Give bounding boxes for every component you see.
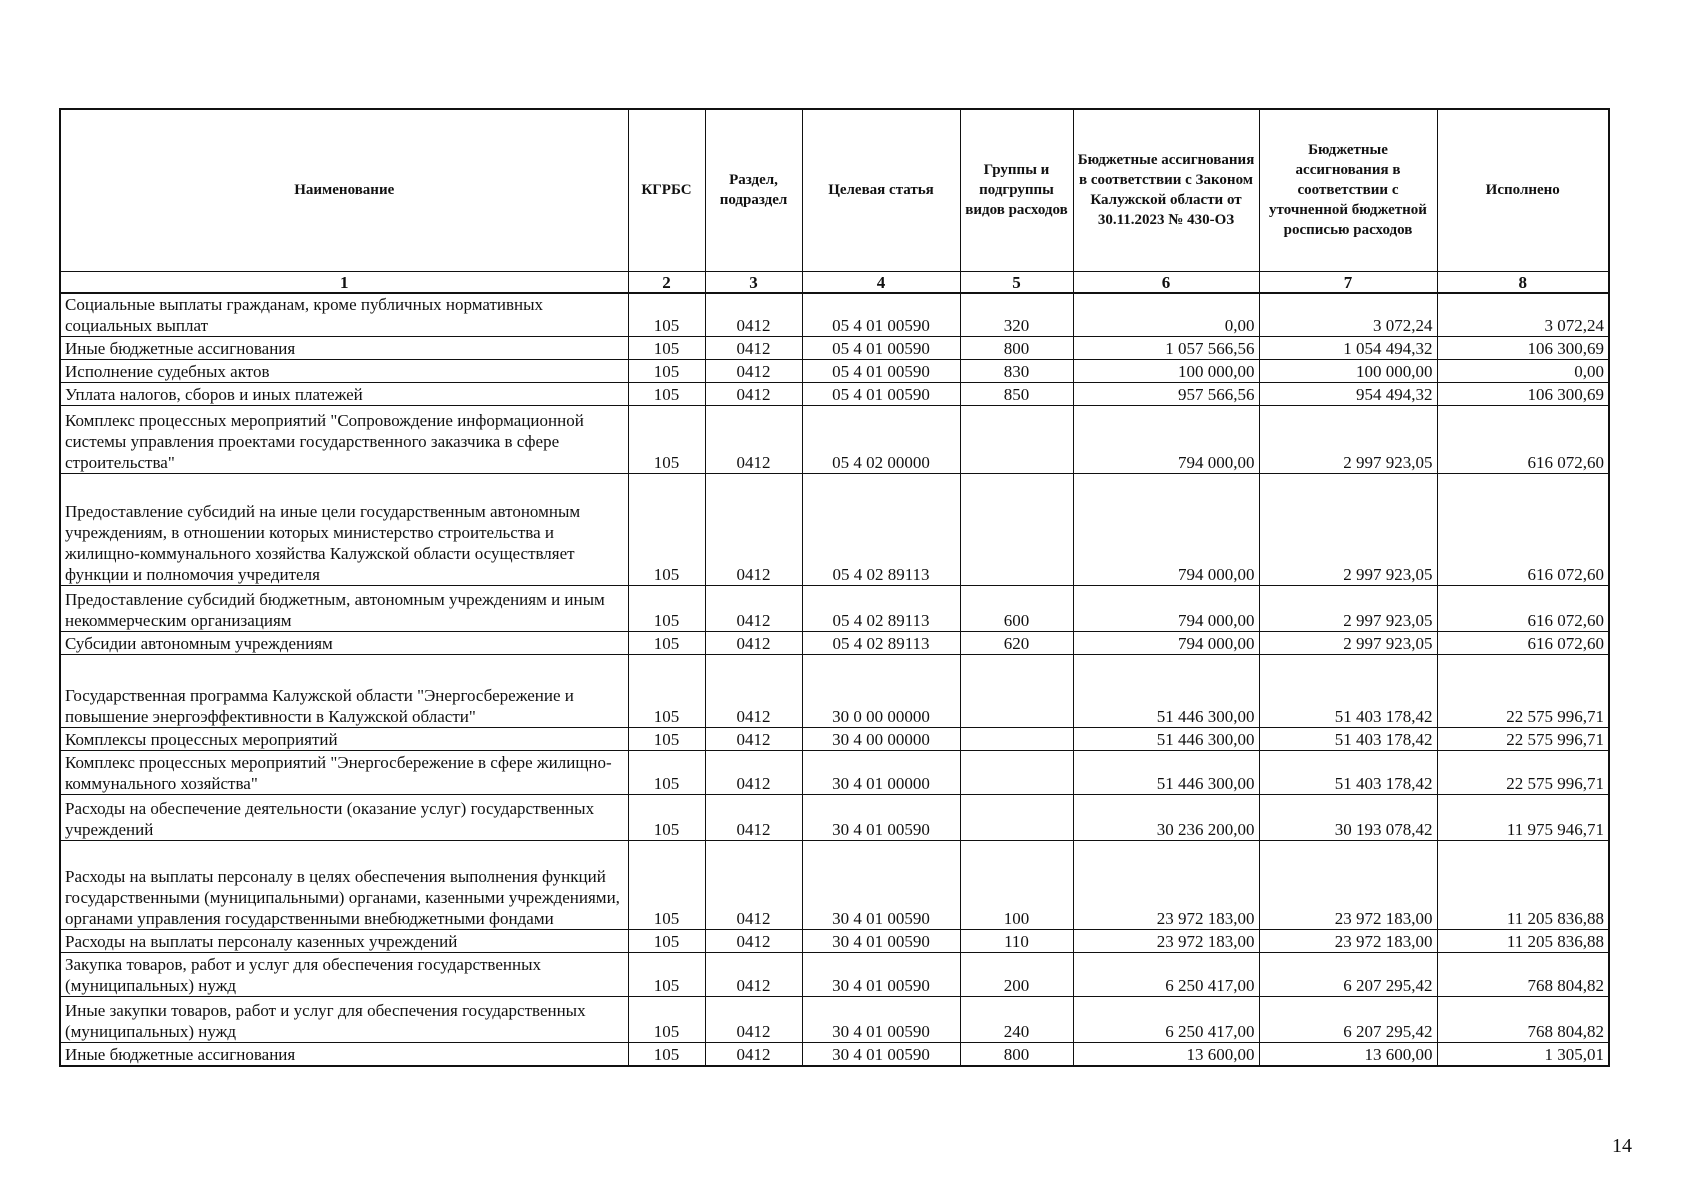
- row-kgrbs: 105: [628, 383, 705, 406]
- row-section: 0412: [705, 953, 802, 997]
- row-executed: 22 575 996,71: [1437, 728, 1609, 751]
- header-executed: Исполнено: [1437, 109, 1609, 271]
- row-law-allocation: 6 250 417,00: [1073, 953, 1259, 997]
- row-executed: 616 072,60: [1437, 586, 1609, 632]
- column-number: 6: [1073, 271, 1259, 293]
- header-refined-allocation: Бюджетные ассигнования в соответствии с уточненной бюджетной росписью расходов: [1259, 109, 1437, 271]
- row-name: Комплексы процессных мероприятий: [60, 728, 628, 751]
- row-law-allocation: 51 446 300,00: [1073, 751, 1259, 795]
- table-row: [60, 474, 1609, 586]
- row-target: 05 4 01 00590: [802, 383, 960, 406]
- row-kgrbs: 105: [628, 1043, 705, 1066]
- row-refined-allocation: 30 193 078,42: [1259, 795, 1437, 841]
- row-refined-allocation: 51 403 178,42: [1259, 728, 1437, 751]
- row-group: [960, 406, 1073, 474]
- row-kgrbs: 105: [628, 632, 705, 655]
- row-refined-allocation: 3 072,24: [1259, 293, 1437, 337]
- row-law-allocation: 51 446 300,00: [1073, 728, 1259, 751]
- table-row: [60, 406, 1609, 474]
- row-group: 800: [960, 1043, 1073, 1066]
- row-target: 30 4 01 00590: [802, 795, 960, 841]
- row-kgrbs: 105: [628, 841, 705, 930]
- row-refined-allocation: 2 997 923,05: [1259, 632, 1437, 655]
- row-law-allocation: 794 000,00: [1073, 474, 1259, 586]
- row-group: 800: [960, 337, 1073, 360]
- table-row: [60, 841, 1609, 930]
- row-law-allocation: 23 972 183,00: [1073, 930, 1259, 953]
- row-executed: 616 072,60: [1437, 632, 1609, 655]
- row-name: Закупка товаров, работ и услуг для обеспечения государственных (муниципальных) нужд: [60, 953, 628, 997]
- table-body: [60, 293, 1609, 1066]
- row-kgrbs: 105: [628, 655, 705, 728]
- header-target: Целевая статья: [802, 109, 960, 271]
- row-law-allocation: 794 000,00: [1073, 586, 1259, 632]
- row-law-allocation: 794 000,00: [1073, 406, 1259, 474]
- row-refined-allocation: 100 000,00: [1259, 360, 1437, 383]
- row-section: 0412: [705, 655, 802, 728]
- row-target: 05 4 01 00590: [802, 337, 960, 360]
- row-executed: 22 575 996,71: [1437, 751, 1609, 795]
- row-section: 0412: [705, 293, 802, 337]
- row-name: Уплата налогов, сборов и иных платежей: [60, 383, 628, 406]
- row-kgrbs: 105: [628, 474, 705, 586]
- row-group: 620: [960, 632, 1073, 655]
- row-name: Исполнение судебных актов: [60, 360, 628, 383]
- row-name: Иные бюджетные ассигнования: [60, 1043, 628, 1066]
- row-group: 320: [960, 293, 1073, 337]
- table-row: [60, 1043, 1609, 1066]
- row-group: 830: [960, 360, 1073, 383]
- row-name: Комплекс процессных мероприятий "Сопровождение информационной системы управления проектами государственного заказчика в сфере строительства": [60, 406, 628, 474]
- row-law-allocation: 957 566,56: [1073, 383, 1259, 406]
- row-executed: 11 975 946,71: [1437, 795, 1609, 841]
- row-refined-allocation: 1 054 494,32: [1259, 337, 1437, 360]
- row-section: 0412: [705, 474, 802, 586]
- row-kgrbs: 105: [628, 751, 705, 795]
- row-group: 600: [960, 586, 1073, 632]
- row-kgrbs: 105: [628, 293, 705, 337]
- row-section: 0412: [705, 728, 802, 751]
- column-number: 5: [960, 271, 1073, 293]
- table-row: [60, 953, 1609, 997]
- row-refined-allocation: 954 494,32: [1259, 383, 1437, 406]
- row-kgrbs: 105: [628, 337, 705, 360]
- row-group: [960, 474, 1073, 586]
- row-law-allocation: 794 000,00: [1073, 632, 1259, 655]
- row-name: Государственная программа Калужской области "Энергосбережение и повышение энергоэффективности в Калужской области": [60, 655, 628, 728]
- row-name: Комплекс процессных мероприятий "Энергосбережение в сфере жилищно-коммунального хозяйства": [60, 751, 628, 795]
- table-row: [60, 728, 1609, 751]
- row-target: 30 4 01 00590: [802, 997, 960, 1043]
- header-group: Группы и подгруппы видов расходов: [960, 109, 1073, 271]
- row-law-allocation: 0,00: [1073, 293, 1259, 337]
- row-target: 30 0 00 00000: [802, 655, 960, 728]
- row-target: 05 4 01 00590: [802, 293, 960, 337]
- row-target: 05 4 02 89113: [802, 632, 960, 655]
- column-number: 2: [628, 271, 705, 293]
- row-group: 100: [960, 841, 1073, 930]
- row-name: Предоставление субсидий на иные цели государственным автономным учреждениям, в отношении которых министерство строительства и жилищно-коммунального хозяйства Калужской области осуществляет функции и полномочия учредителя: [60, 474, 628, 586]
- row-executed: 3 072,24: [1437, 293, 1609, 337]
- row-group: [960, 795, 1073, 841]
- row-executed: 11 205 836,88: [1437, 841, 1609, 930]
- row-section: 0412: [705, 841, 802, 930]
- row-name: Расходы на выплаты персоналу в целях обеспечения выполнения функций государственными (муниципальными) органами, казенными учреждениями, органами управления государственными внебюджетными фондами: [60, 841, 628, 930]
- table-row: [60, 586, 1609, 632]
- row-kgrbs: 105: [628, 360, 705, 383]
- row-law-allocation: 1 057 566,56: [1073, 337, 1259, 360]
- row-executed: 616 072,60: [1437, 406, 1609, 474]
- table-row: [60, 632, 1609, 655]
- column-number: 4: [802, 271, 960, 293]
- row-target: 30 4 01 00590: [802, 953, 960, 997]
- row-group: 240: [960, 997, 1073, 1043]
- table-row: [60, 997, 1609, 1043]
- row-refined-allocation: 23 972 183,00: [1259, 930, 1437, 953]
- row-executed: 11 205 836,88: [1437, 930, 1609, 953]
- row-group: [960, 655, 1073, 728]
- row-target: 05 4 02 89113: [802, 474, 960, 586]
- row-target: 30 4 01 00590: [802, 841, 960, 930]
- row-name: Расходы на обеспечение деятельности (оказание услуг) государственных учреждений: [60, 795, 628, 841]
- row-law-allocation: 100 000,00: [1073, 360, 1259, 383]
- row-refined-allocation: 6 207 295,42: [1259, 997, 1437, 1043]
- row-executed: 768 804,82: [1437, 953, 1609, 997]
- row-kgrbs: 105: [628, 728, 705, 751]
- row-kgrbs: 105: [628, 997, 705, 1043]
- row-refined-allocation: 2 997 923,05: [1259, 586, 1437, 632]
- column-number: 3: [705, 271, 802, 293]
- column-number: 7: [1259, 271, 1437, 293]
- row-executed: 22 575 996,71: [1437, 655, 1609, 728]
- table-row: [60, 337, 1609, 360]
- table-row: [60, 751, 1609, 795]
- row-group: [960, 751, 1073, 795]
- row-law-allocation: 51 446 300,00: [1073, 655, 1259, 728]
- table-header: [60, 109, 1609, 293]
- row-refined-allocation: 2 997 923,05: [1259, 406, 1437, 474]
- row-name: Расходы на выплаты персоналу казенных учреждений: [60, 930, 628, 953]
- column-number: 8: [1437, 271, 1609, 293]
- row-section: 0412: [705, 360, 802, 383]
- row-section: 0412: [705, 337, 802, 360]
- row-section: 0412: [705, 1043, 802, 1066]
- row-refined-allocation: 51 403 178,42: [1259, 655, 1437, 728]
- row-section: 0412: [705, 997, 802, 1043]
- table-row: [60, 360, 1609, 383]
- row-name: Социальные выплаты гражданам, кроме публичных нормативных социальных выплат: [60, 293, 628, 337]
- row-refined-allocation: 23 972 183,00: [1259, 841, 1437, 930]
- row-law-allocation: 30 236 200,00: [1073, 795, 1259, 841]
- row-kgrbs: 105: [628, 930, 705, 953]
- row-section: 0412: [705, 751, 802, 795]
- column-number: 1: [60, 271, 628, 293]
- row-refined-allocation: 51 403 178,42: [1259, 751, 1437, 795]
- row-section: 0412: [705, 930, 802, 953]
- header-kgrbs: КГРБС: [628, 109, 705, 271]
- row-section: 0412: [705, 406, 802, 474]
- table-row: [60, 795, 1609, 841]
- row-executed: 0,00: [1437, 360, 1609, 383]
- row-executed: 106 300,69: [1437, 383, 1609, 406]
- row-law-allocation: 13 600,00: [1073, 1043, 1259, 1066]
- row-kgrbs: 105: [628, 586, 705, 632]
- row-target: 30 4 00 00000: [802, 728, 960, 751]
- row-refined-allocation: 13 600,00: [1259, 1043, 1437, 1066]
- row-name: Иные бюджетные ассигнования: [60, 337, 628, 360]
- row-kgrbs: 105: [628, 953, 705, 997]
- header-section: Раздел, подраздел: [705, 109, 802, 271]
- row-name: Иные закупки товаров, работ и услуг для обеспечения государственных (муниципальных) нужд: [60, 997, 628, 1043]
- row-law-allocation: 6 250 417,00: [1073, 997, 1259, 1043]
- row-group: [960, 728, 1073, 751]
- row-group: 200: [960, 953, 1073, 997]
- row-group: 850: [960, 383, 1073, 406]
- page-number: 14: [1612, 1135, 1632, 1157]
- row-executed: 106 300,69: [1437, 337, 1609, 360]
- row-executed: 616 072,60: [1437, 474, 1609, 586]
- row-group: 110: [960, 930, 1073, 953]
- row-kgrbs: 105: [628, 406, 705, 474]
- row-target: 05 4 02 00000: [802, 406, 960, 474]
- table-row: [60, 655, 1609, 728]
- row-refined-allocation: 2 997 923,05: [1259, 474, 1437, 586]
- row-law-allocation: 23 972 183,00: [1073, 841, 1259, 930]
- row-executed: 768 804,82: [1437, 997, 1609, 1043]
- row-executed: 1 305,01: [1437, 1043, 1609, 1066]
- row-name: Субсидии автономным учреждениям: [60, 632, 628, 655]
- row-target: 30 4 01 00590: [802, 1043, 960, 1066]
- row-target: 30 4 01 00590: [802, 930, 960, 953]
- row-target: 05 4 02 89113: [802, 586, 960, 632]
- row-refined-allocation: 6 207 295,42: [1259, 953, 1437, 997]
- row-target: 05 4 01 00590: [802, 360, 960, 383]
- header-name: Наименование: [60, 109, 628, 271]
- row-kgrbs: 105: [628, 795, 705, 841]
- header-law-allocation: Бюджетные ассигнования в соответствии с Законом Калужской области от 30.11.2023 № 430-ОЗ: [1073, 109, 1259, 271]
- row-name: Предоставление субсидий бюджетным, автономным учреждениям и иным некоммерческим организациям: [60, 586, 628, 632]
- row-section: 0412: [705, 795, 802, 841]
- row-section: 0412: [705, 586, 802, 632]
- row-target: 30 4 01 00000: [802, 751, 960, 795]
- row-section: 0412: [705, 383, 802, 406]
- table-row: [60, 930, 1609, 953]
- budget-table: [59, 108, 1610, 1067]
- table-row: [60, 383, 1609, 406]
- row-section: 0412: [705, 632, 802, 655]
- table-row: [60, 293, 1609, 337]
